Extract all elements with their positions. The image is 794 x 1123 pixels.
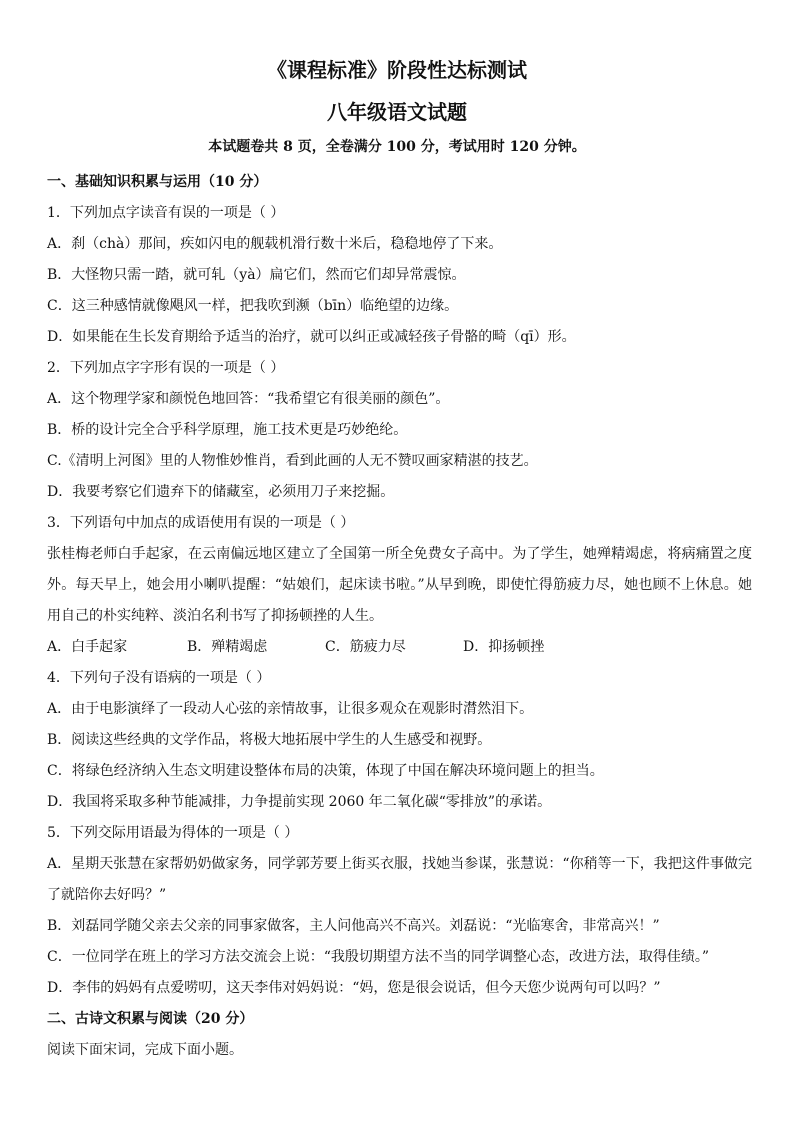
q5-option-d: D．李伟的妈妈有点爱唠叨，这天李伟对妈妈说：“妈，您是很会说话，但今天您少说两句可以吗？”: [47, 980, 661, 996]
q3-option-a: A．白手起家: [47, 639, 128, 655]
exam-title: 《课程标准》阶段性达标测试: [267, 58, 527, 82]
q3-option-c: C．筋疲力尽: [325, 639, 406, 655]
q2-option-a: A．这个物理学家和颜悦色地回答：“我希望它有很美丽的颜色”。: [47, 391, 450, 407]
q2-stem: 2．下列加点字字形有误的一项是（ ）: [47, 360, 285, 376]
q3-stem: 3．下列语句中加点的成语使用有误的一项是（ ）: [47, 515, 355, 531]
q5-option-c: C．一位同学在班上的学习方法交流会上说：“我殷切期望方法不当的同学调整心态，改进方法，取得佳绩。”: [47, 949, 710, 965]
exam-note: 本试题卷共 8 页，全卷满分 100 分，考试用时 120 分钟。: [208, 139, 586, 155]
section-2-intro: 阅读下面宋词，完成下面小题。: [47, 1042, 243, 1058]
q3-options: [47, 632, 752, 663]
q4-option-a: A．由于电影演绎了一段动人心弦的亲情故事，让很多观众在观影时潸然泪下。: [47, 701, 534, 717]
q4-option-c: C．将绿色经济纳入生态文明建设整体布局的决策，体现了中国在解决环境问题上的担当。: [47, 763, 604, 779]
exam-subtitle: 八年级语文试题: [327, 100, 467, 124]
exam-content: [47, 167, 752, 1066]
q1-option-d: D．如果能在生长发育期给予适当的治疗，就可以纠正或减轻孩子骨骼的畸（qī）形。: [47, 329, 576, 345]
q5-stem: 5．下列交际用语最为得体的一项是（ ）: [47, 825, 299, 841]
q2-option-c: C.《清明上河图》里的人物惟妙惟肖，看到此画的人无不赞叹画家精湛的技艺。: [47, 453, 538, 469]
q2-option-b: B．桥的设计完全合乎科学原理，施工技术更是巧妙绝纶。: [47, 422, 408, 438]
q4-stem: 4．下列句子没有语病的一项是（ ）: [47, 670, 271, 686]
section-1-heading: 一、基础知识积累与运用（10 分）: [47, 174, 268, 190]
q1-option-a: A．刹（chà）那间，疾如闪电的舰载机滑行数十米后，稳稳地停了下来。: [47, 236, 503, 252]
q4-option-d: D．我国将采取多种节能减排，力争提前实现 2060 年二氧化碳“零排放”的承诺。: [47, 794, 552, 810]
q4-option-b: B．阅读这些经典的文学作品，将极大地拓展中学生的人生感受和视野。: [47, 732, 492, 748]
q5-option-a: A．星期天张慧在家帮奶奶做家务，同学郭芳要上街买衣服，找她当参谋，张慧说：“你稍等一下，我把这件事做完了就陪你去好吗？”: [47, 856, 752, 903]
q1-option-b: B．大怪物只需一踏，就可轧（yà）扁它们，然而它们却异常震惊。: [47, 267, 466, 283]
section-2-heading: 二、古诗文积累与阅读（20 分）: [47, 1011, 254, 1027]
q3-passage: 张桂梅老师白手起家，在云南偏远地区建立了全国第一所全免费女子高中。为了学生，她殚精竭虑，将病痛置之度外。每天早上，她会用小喇叭提醒：“姑娘们，起床读书啦。”从早到晚，即使忙得筋疲力尽，她也顾不上休息。她用自己的朴实纯粹、淡泊名利书写了抑扬顿挫的人生。: [47, 546, 752, 624]
q1-stem: 1．下列加点字读音有误的一项是（ ）: [47, 205, 285, 221]
q2-option-d: D．我要考察它们遗弃下的储藏室，必须用刀子来挖掘。: [47, 484, 395, 500]
q1-option-c: C．这三种感情就像飓风一样，把我吹到濒（bīn）临绝望的边缘。: [47, 298, 459, 314]
q5-option-b: B．刘磊同学随父亲去父亲的同事家做客，主人问他高兴不高兴。刘磊说：“光临寒舍，非常高兴！”: [47, 918, 660, 934]
q3-option-b: B．殚精竭虑: [187, 639, 268, 655]
q3-option-d: D．抑扬顿挫: [463, 639, 545, 655]
